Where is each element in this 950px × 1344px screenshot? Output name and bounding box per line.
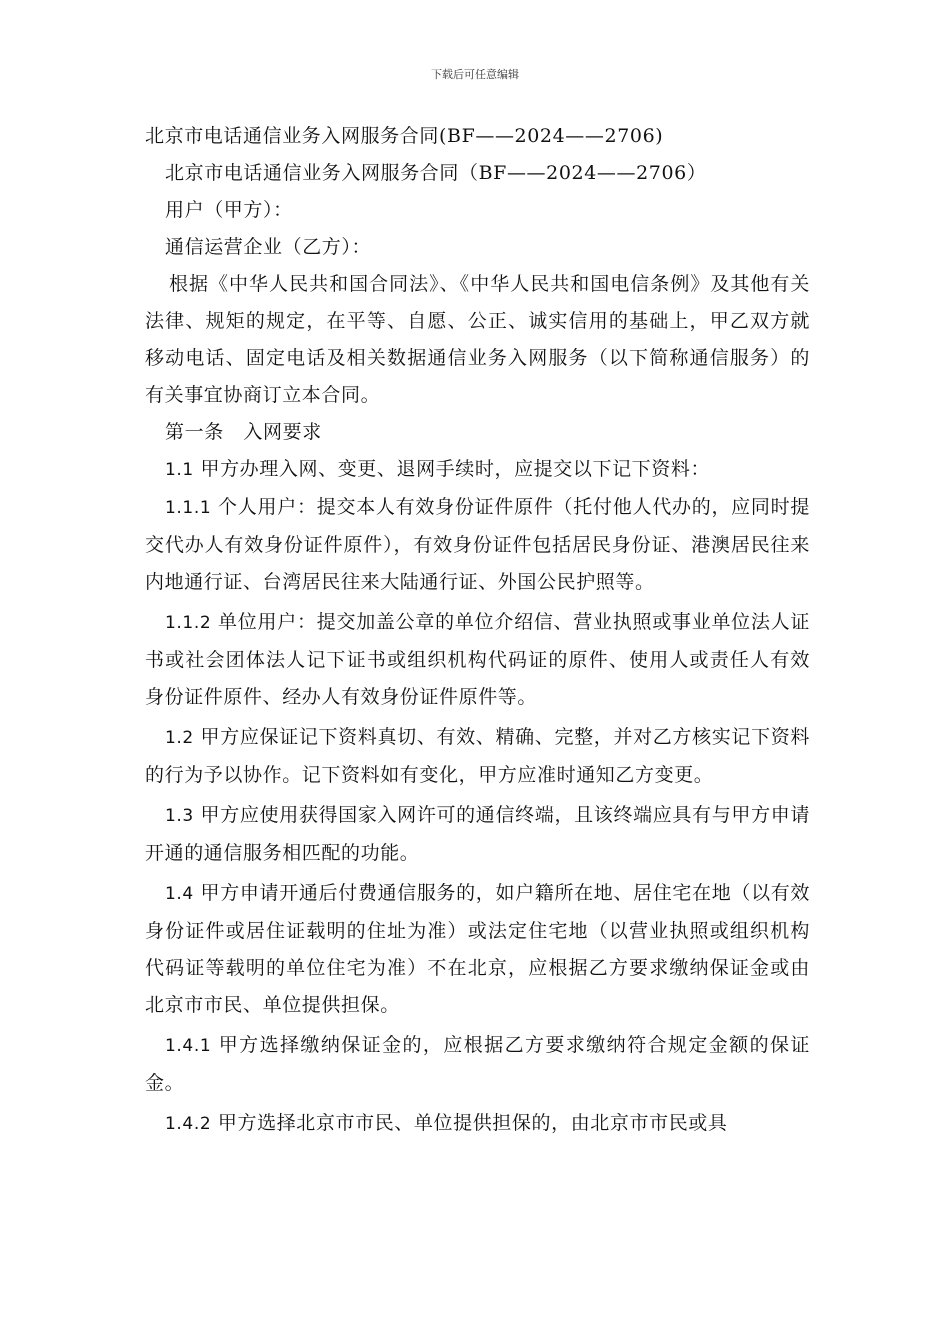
clause-text: 甲方应保证记下资料真切、有效、精确、完整，并对乙方核实记下资料的行为予以协作。记下资料如有变化，甲方应准时通知乙方变更。 xyxy=(145,726,810,786)
clause-number: 1.3 xyxy=(165,806,194,826)
clause-number: 1.1 xyxy=(165,460,194,480)
clause-1-1-1 xyxy=(145,489,810,601)
clause-text: 个人用户：提交本人有效身份证件原件（托付他人代办的，应同时提交代办人有效身份证件原件），有效身份证件包括居民身份证、港澳居民往来内地通行证、台湾居民往来大陆通行证、外国公民护照等。 xyxy=(145,496,810,593)
clause-number: 1.4 xyxy=(165,884,194,904)
clause-1-4-2 xyxy=(145,1105,810,1143)
clause-1-1 xyxy=(145,451,810,489)
preamble-paragraph: 根据《中华人民共和国合同法》、《中华人民共和国电信条例》及其他有关法律、规矩的规定，在平等、自愿、公正、诚实信用的基础上，甲乙双方就移动电话、固定电话及相关数据通信业务入网服务（以下简称通信服务）的有关事宜协商订立本合同。 xyxy=(145,273,810,406)
document-body xyxy=(145,118,810,1143)
party-b-label: 通信运营企业（乙方）： xyxy=(165,236,372,258)
document-title: 北京市电话通信业务入网服务合同(BF——2024——2706) xyxy=(145,125,664,147)
clause-number: 1.1.2 xyxy=(165,613,212,633)
clause-1-4 xyxy=(145,875,810,1024)
clause-text: 甲方选择北京市市民、单位提供担保的，由北京市市民或具 xyxy=(217,1112,728,1134)
party-a-label: 用户（甲方）： xyxy=(165,199,293,221)
clause-text: 甲方申请开通后付费通信服务的，如户籍所在地、居住宅在地（以有效身份证件或居住证载明的住址为准）或法定住宅地（以营业执照或组织机构代码证等载明的单位住宅为准）不在北京，应根据乙方要求缴纳保证金或由北京市市民、单位提供担保。 xyxy=(145,882,810,1016)
clause-number: 1.4.2 xyxy=(165,1114,212,1134)
clause-number: 1.2 xyxy=(165,728,194,748)
clause-text: 单位用户：提交加盖公章的单位介绍信、营业执照或事业单位法人证书或社会团体法人记下证书或组织机构代码证的原件、使用人或责任人有效身份证件原件、经办人有效身份证件原件等。 xyxy=(145,611,810,708)
clause-text: 甲方办理入网、变更、退网手续时，应提交以下记下资料： xyxy=(200,458,711,480)
clause-number: 1.4.1 xyxy=(165,1036,212,1056)
download-note: 下载后可任意编辑 xyxy=(431,68,519,81)
clause-text: 甲方选择缴纳保证金的，应根据乙方要求缴纳符合规定金额的保证金。 xyxy=(145,1034,811,1094)
clause-text: 甲方应使用获得国家入网许可的通信终端，且该终端应具有与甲方申请开通的通信服务相匹配的功能。 xyxy=(145,804,810,864)
document-subtitle: 北京市电话通信业务入网服务合同（BF——2024——2706） xyxy=(165,162,707,184)
article-heading: 第一条 入网要求 xyxy=(165,421,322,443)
clause-1-4-1 xyxy=(145,1027,810,1102)
clause-1-2 xyxy=(145,719,810,794)
clause-1-1-2 xyxy=(145,604,810,716)
clause-number: 1.1.1 xyxy=(165,498,212,518)
clause-1-3 xyxy=(145,797,810,872)
